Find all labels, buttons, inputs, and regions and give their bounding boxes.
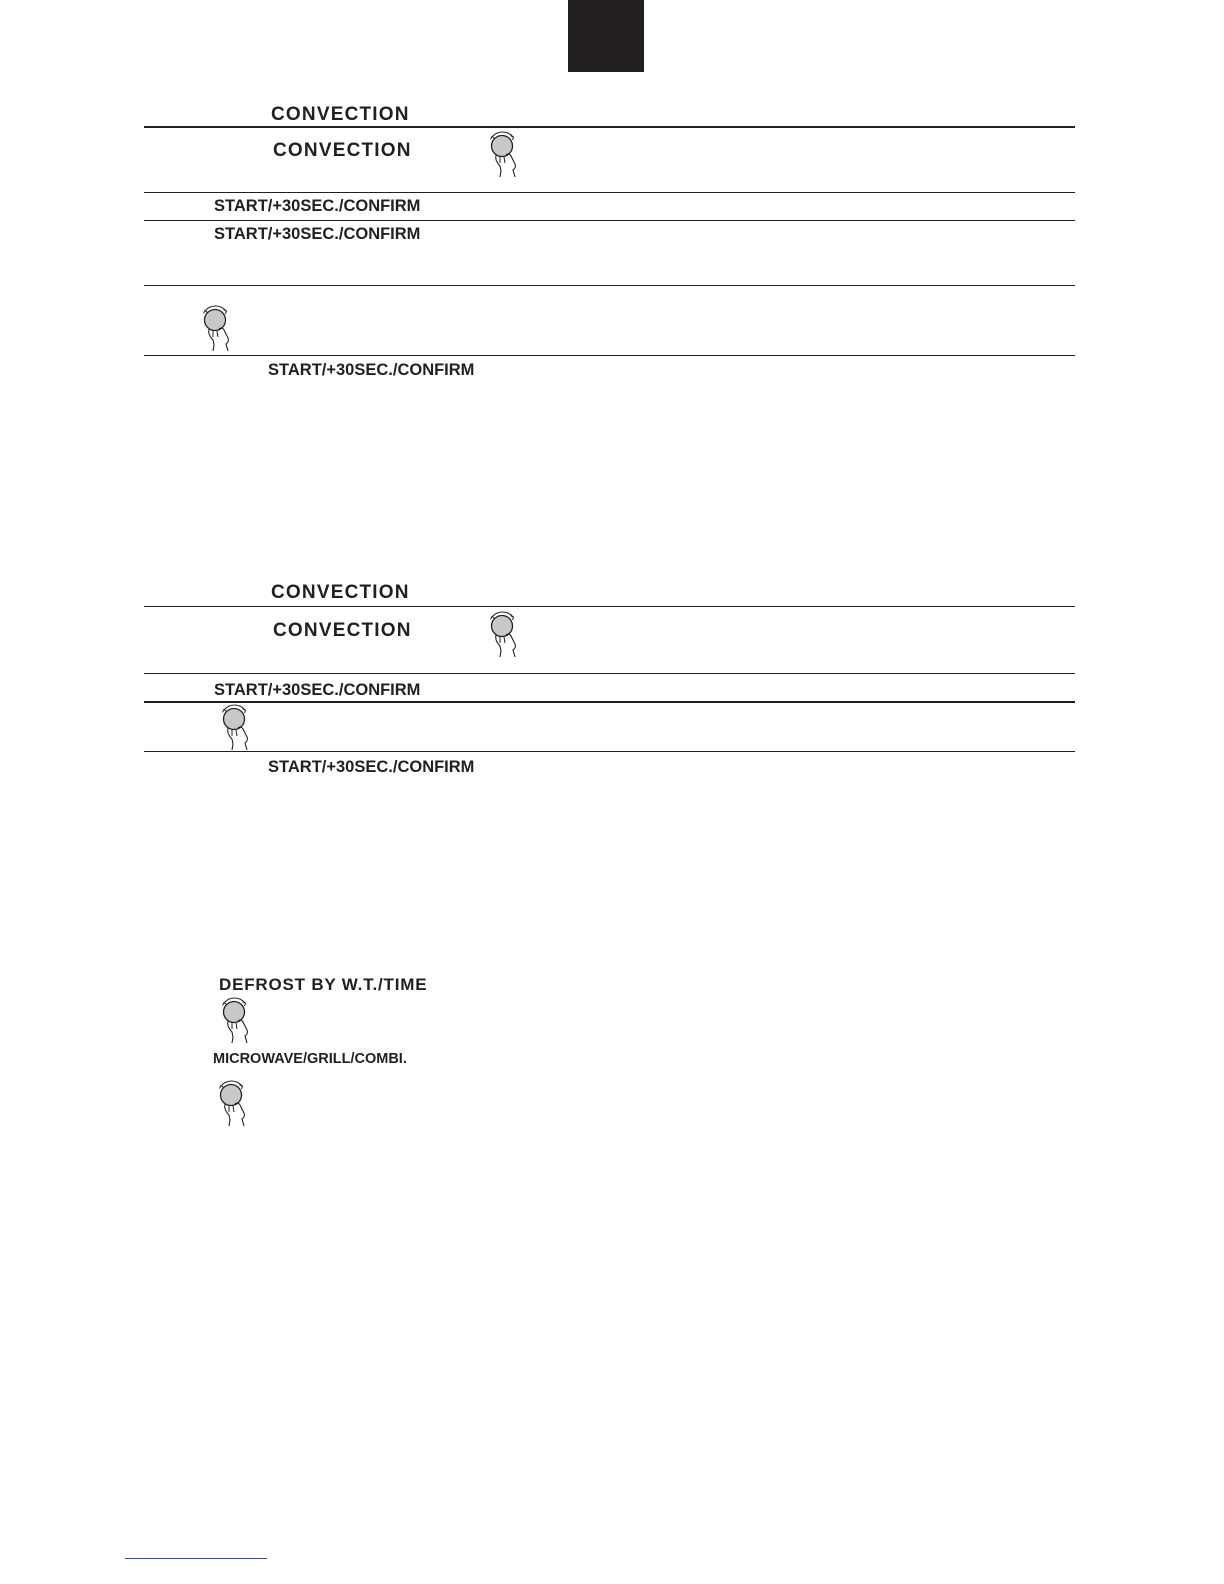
section1-table-top-rule [144,126,1075,128]
section2-row-divider [144,751,1075,752]
section2-step2-start-label: START/+30SEC./CONFIRM [214,681,421,699]
section1-heading-convection-label: CONVECTION [271,104,410,125]
section1-step5-start-label: START/+30SEC./CONFIRM [268,361,475,379]
section2-row-divider [144,673,1075,674]
turn-dial-hand-icon [199,305,237,353]
footnote-rule [125,1558,267,1559]
section2-row-divider [144,701,1075,703]
section2-table-top-rule [144,606,1075,607]
section1-step1-convection-label: CONVECTION [273,140,412,161]
turn-dial-hand-icon [486,611,524,659]
section2-step1-convection-label: CONVECTION [273,620,412,641]
section3-mode-label: MICROWAVE/GRILL/COMBI. [213,1051,407,1067]
section3-defrost-label: DEFROST BY W.T./TIME [219,975,428,994]
turn-dial-hand-icon [218,997,256,1045]
section1-row-divider [144,285,1075,286]
section1-step3-start-label: START/+30SEC./CONFIRM [214,225,421,243]
section2-heading-convection-label: CONVECTION [271,582,410,603]
section1-row-divider [144,355,1075,356]
page-tab-marker [568,0,644,72]
turn-dial-hand-icon [218,704,256,752]
turn-dial-hand-icon [486,131,524,179]
turn-dial-hand-icon [215,1080,253,1128]
section2-step4-start-label: START/+30SEC./CONFIRM [268,758,475,776]
section1-step2-start-label: START/+30SEC./CONFIRM [214,197,421,215]
section1-row-divider [144,220,1075,221]
section1-row-divider [144,192,1075,193]
